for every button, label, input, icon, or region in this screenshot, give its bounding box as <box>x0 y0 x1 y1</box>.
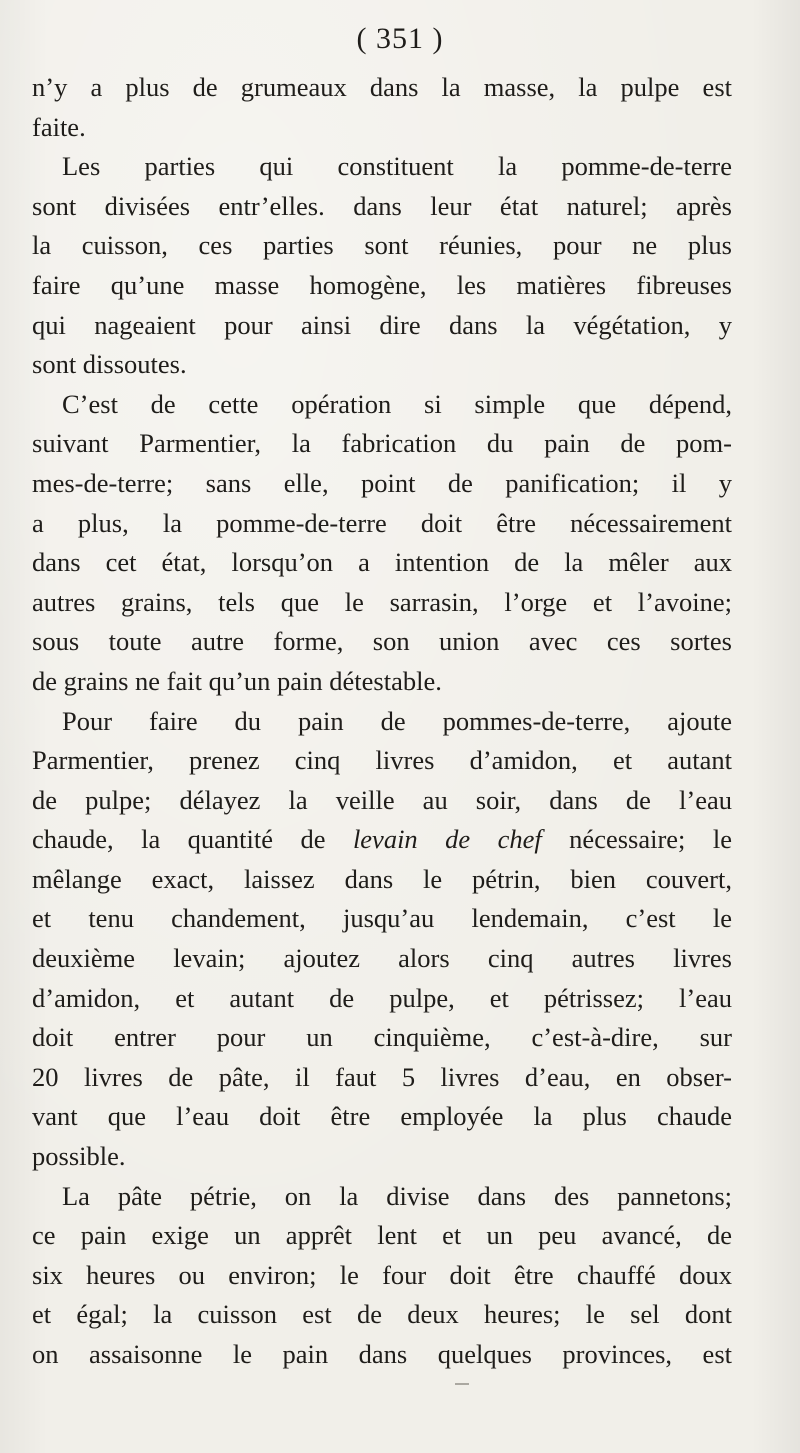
text-line: de grains ne fait qu’un pain détestable. <box>32 665 442 696</box>
text-line: La pâte pétrie, on la divise dans des pannetons; <box>62 1180 732 1211</box>
body-text <box>32 68 732 1375</box>
text-line: la cuisson, ces parties sont réunies, pour ne plus <box>32 230 732 261</box>
text-line: vant que l’eau doit être employée la plus chaude <box>32 1101 732 1132</box>
text-line: doit entrer pour un cinquième, c’est-à-dire, sur <box>32 1022 732 1053</box>
text-line: deuxième levain; ajoutez alors cinq autres livres <box>32 943 732 974</box>
text-line: Pour faire du pain de pommes-de-terre, ajoute <box>62 705 732 736</box>
text-run: chaude, la quantité de <box>32 824 353 855</box>
text-line: mes-de-terre; sans elle, point de panification; il y <box>32 467 732 498</box>
text-line: d’amidon, et autant de pulpe, et pétrissez; l’eau <box>32 982 732 1013</box>
text-line: n’y a plus de grumeaux dans la masse, la pulpe est <box>32 72 732 102</box>
text-line: a plus, la pomme-de-terre doit être nécessairement <box>32 507 732 538</box>
text-line: faite. <box>32 111 86 142</box>
italic-term: levain de chef <box>352 824 542 855</box>
text-line: on assaisonne le pain dans quelques provinces, est <box>32 1339 732 1369</box>
text-line: sont divisées entr’elles. dans leur état naturel; après <box>32 190 732 221</box>
text-line: C’est de cette opération si simple que dépend, <box>62 388 732 419</box>
text-line: autres grains, tels que le sarrasin, l’orge et l’avoine; <box>32 586 732 617</box>
text-line: ce pain exige un apprêt lent et un peu avancé, de <box>32 1220 732 1251</box>
page-number: ( 351 ) <box>356 22 444 55</box>
text-line: six heures ou environ; le four doit être chauffé doux <box>32 1259 732 1290</box>
text-line: mêlange exact, laissez dans le pétrin, bien couvert, <box>32 863 732 894</box>
text-line <box>32 820 732 860</box>
text-line: de pulpe; délayez la veille au soir, dans de l’eau <box>32 784 732 815</box>
text-line: Les parties qui constituent la pomme-de-terre <box>62 151 732 182</box>
text-line: sont dissoutes. <box>32 349 187 380</box>
text-line: 20 livres de pâte, il faut 5 livres d’eau, en obser- <box>32 1061 732 1092</box>
text-line: dans cet état, lorsqu’on a intention de la mêler aux <box>32 547 732 578</box>
text-line: suivant Parmentier, la fabrication du pain de pom- <box>32 428 732 459</box>
printer-mark <box>455 1383 469 1385</box>
text-run: nécessaire; le <box>541 824 732 855</box>
text-line: Parmentier, prenez cinq livres d’amidon, et autant <box>32 745 732 776</box>
text-line: possible. <box>32 1141 126 1172</box>
text-line: faire qu’une masse homogène, les matières fibreuses <box>32 269 732 300</box>
text-line: qui nageaient pour ainsi dire dans la végétation, y <box>32 309 732 340</box>
text-line: sous toute autre forme, son union avec ces sortes <box>32 626 732 657</box>
text-line: et tenu chandement, jusqu’au lendemain, c’est le <box>32 903 732 934</box>
text-line: et égal; la cuisson est de deux heures; le sel dont <box>32 1299 732 1330</box>
